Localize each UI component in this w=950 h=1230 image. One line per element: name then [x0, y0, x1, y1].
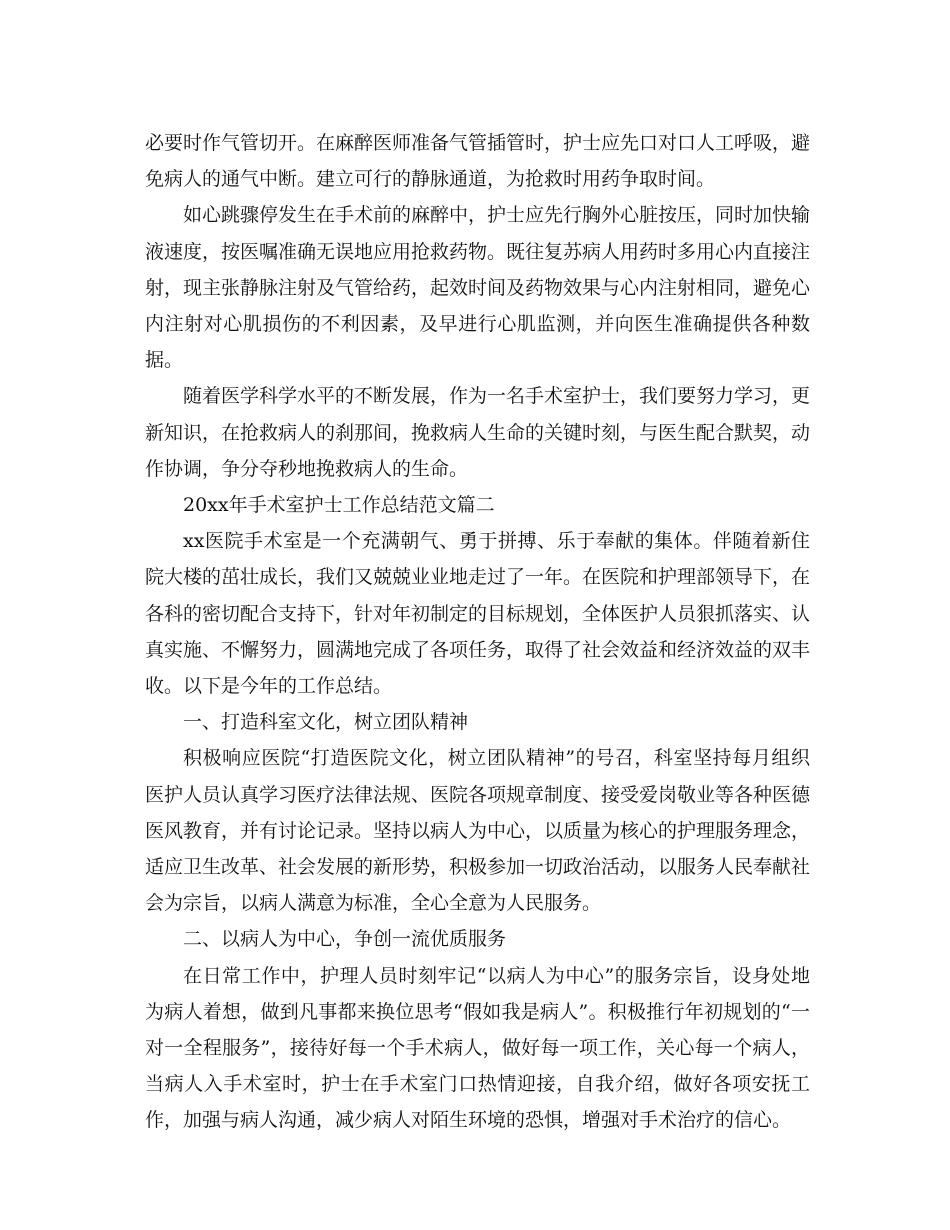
paragraph-department-intro: xx医院手术室是一个充满朝气、勇于拼搏、乐于奉献的集体。伴随着新住院大楼的茁壮成长，我们又兢兢业业地走过了一年。在医院和护理部领导下，在各科的密切配合支持下，针对年初制定的目标规划，全体医护人员狠抓落实、认真实施、不懈努力，圆满地完成了各项任务，取得了社会效益和经济效益的双丰收。以下是今年的工作总结。 — [145, 530, 811, 698]
paragraph-patient-centered: 在日常工作中，护理人员时刻牢记“以病人为中心”的服务宗旨，设身处地为病人着想，做到凡事都来换位思考“假如我是病人”。积极推行年初规划的“一对一全程服务”，接待好每一个手术病人，做好每一项工作，关心每一个病人，当病人入手术室时，护士在手术室门口热情迎接，自我介绍，做好各项安抚工作，加强与病人沟通，减少病人对陌生环境的恐惧，增强对手术治疗的信心。 — [145, 964, 810, 1132]
heading-team-culture: 一、打造科室文化，树立团队精神 — [183, 711, 469, 734]
document-body — [145, 125, 810, 1139]
paragraph-cardiac-arrest: 如心跳骤停发生在手术前的麻醉中，护士应先行胸外心脏按压，同时加快输液速度，按医嘱准确无误地应用抢救药物。既往复苏病人用药时多用心内直接注射，现主张静脉注射及气管给药，起效时间及药物效果与心内注射相同，避免心内注射对心肌损伤的不利因素，及早进行心肌监测，并向医生准确提供各种数据。 — [145, 204, 811, 372]
paragraph-continuous-learning: 随着医学科学水平的不断发展，作为一名手术室护士，我们要努力学习，更新知识，在抢救病人的刹那间，挽救病人生命的关键时刻，与医生配合默契，动作协调，争分夺秒地挽救病人的生命。 — [145, 385, 811, 480]
heading-patient-centered: 二、以病人为中心，争创一流优质服务 — [183, 928, 507, 951]
paragraph-airway-management: 必要时作气管切开。在麻醉医师准备气管插管时，护士应先口对口人工呼吸，避免病人的通气中断。建立可行的静脉通道，为抢救时用药争取时间。 — [145, 132, 811, 191]
paragraph-team-culture: 积极响应医院“打造医院文化，树立团队精神”的号召，科室坚持每月组织医护人员认真学习医疗法律法规、医院各项规章制度、接受爱岗敬业等各种医德医风教育，并有讨论记录。坚持以病人为中心，以质量为核心的护理服务理念，适应卫生改革、社会发展的新形势，积极参加一切政治活动，以服务人民奉献社会为宗旨，以病人满意为标准，全心全意为人民服务。 — [145, 747, 811, 915]
section-title-part-two: 20xx年手术室护士工作总结范文篇二 — [183, 494, 495, 517]
